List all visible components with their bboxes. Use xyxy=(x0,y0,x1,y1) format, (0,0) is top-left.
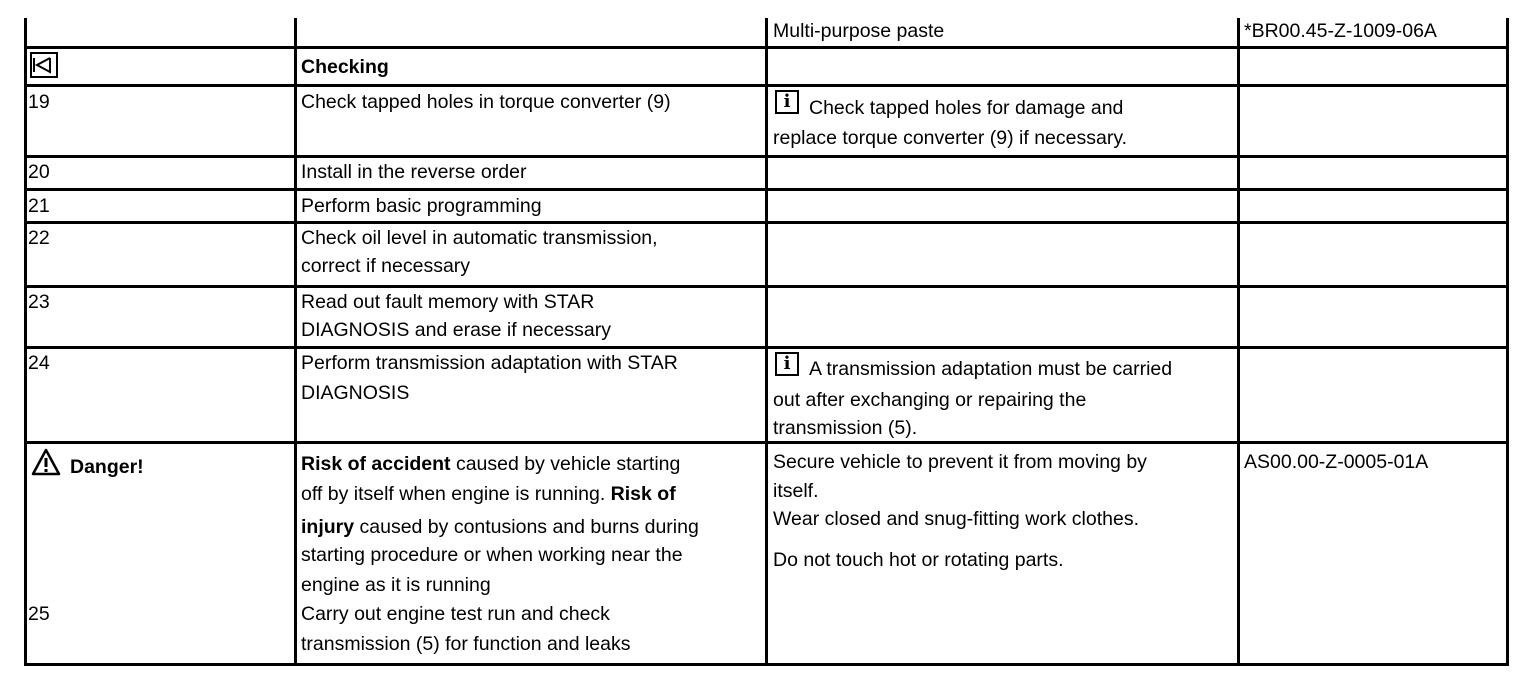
row-divider xyxy=(24,285,1509,288)
table-border-bottom xyxy=(24,663,1509,666)
step-action-24-line1: Perform transmission adaptation with STAR xyxy=(301,352,678,374)
warning-triangle-icon xyxy=(31,448,61,476)
step-action-21: Perform basic programming xyxy=(301,195,542,217)
danger-line3-text: caused by contusions and burns during xyxy=(354,516,699,538)
row-divider xyxy=(24,346,1509,349)
info-icon: i xyxy=(775,352,799,376)
step-number-19: 19 xyxy=(28,91,50,113)
step-action-19: Check tapped holes in torque converter (9) xyxy=(301,91,671,113)
row-divider xyxy=(24,221,1509,224)
danger-text-line4: starting procedure or when working near the xyxy=(301,544,683,566)
step-action-23-line2: DIAGNOSIS and erase if necessary xyxy=(301,319,611,341)
column-divider-2 xyxy=(765,18,768,666)
table-border-right xyxy=(1506,18,1509,666)
triangle-left-icon xyxy=(30,52,58,78)
material-part-number: *BR00.45-Z-1009-06A xyxy=(1244,20,1437,42)
danger-measure-line3: Wear closed and snug-fitting work clothes. xyxy=(773,508,1139,530)
step-number-20: 20 xyxy=(28,161,50,183)
step-action-22-line1: Check oil level in automatic transmission, xyxy=(301,227,658,249)
danger-text-line2 xyxy=(301,480,676,508)
row-divider xyxy=(24,155,1509,158)
material-name: Multi-purpose paste xyxy=(773,20,945,42)
step-action-24-line2: DIAGNOSIS xyxy=(301,382,410,404)
step-number-25: 25 xyxy=(28,603,50,625)
danger-text-line3 xyxy=(301,513,699,541)
risk-of-accident: Risk of accident xyxy=(301,453,451,475)
danger-measure-line1: Secure vehicle to prevent it from moving by xyxy=(773,451,1147,473)
step-action-22-line2: correct if necessary xyxy=(301,255,471,277)
danger-text-line1 xyxy=(301,450,680,478)
step-action-23-line1: Read out fault memory with STAR xyxy=(301,291,595,313)
danger-measure-line4: Do not touch hot or rotating parts. xyxy=(773,549,1064,571)
table-border-left xyxy=(24,18,27,666)
step-number-23: 23 xyxy=(28,291,50,313)
column-divider-3 xyxy=(1237,18,1240,666)
step-number-22: 22 xyxy=(28,227,50,249)
danger-reference: AS00.00-Z-0005-01A xyxy=(1244,451,1429,473)
section-heading-checking: Checking xyxy=(301,56,389,78)
step-note-19-line1: Check tapped holes for damage and xyxy=(809,97,1124,119)
risk-injury: injury xyxy=(301,516,355,538)
step-action-25-line2: transmission (5) for function and leaks xyxy=(301,633,631,655)
step-note-24-line2: out after exchanging or repairing the xyxy=(773,389,1087,411)
danger-measure-line2: itself. xyxy=(773,480,819,502)
step-note-19-line2: replace torque converter (9) if necessary. xyxy=(773,127,1128,149)
row-divider xyxy=(24,188,1509,191)
step-action-25-line1: Carry out engine test run and check xyxy=(301,603,610,625)
risk-accident-text: caused by vehicle starting xyxy=(450,453,681,475)
row-divider xyxy=(24,46,1509,49)
row-divider xyxy=(24,441,1509,444)
row-divider xyxy=(24,84,1509,87)
step-number-24: 24 xyxy=(28,352,50,374)
info-icon: i xyxy=(775,90,799,114)
risk-of: Risk of xyxy=(610,483,676,505)
step-action-20: Install in the reverse order xyxy=(301,161,527,183)
danger-label: Danger! xyxy=(70,456,144,478)
step-note-24-line3: transmission (5). xyxy=(773,417,918,439)
column-divider-1 xyxy=(294,18,297,666)
danger-text-line5: engine as it is running xyxy=(301,574,491,596)
step-note-24-line1: A transmission adaptation must be carried xyxy=(809,358,1173,380)
step-number-21: 21 xyxy=(28,195,50,217)
danger-line2-text: off by itself when engine is running. xyxy=(301,483,611,505)
